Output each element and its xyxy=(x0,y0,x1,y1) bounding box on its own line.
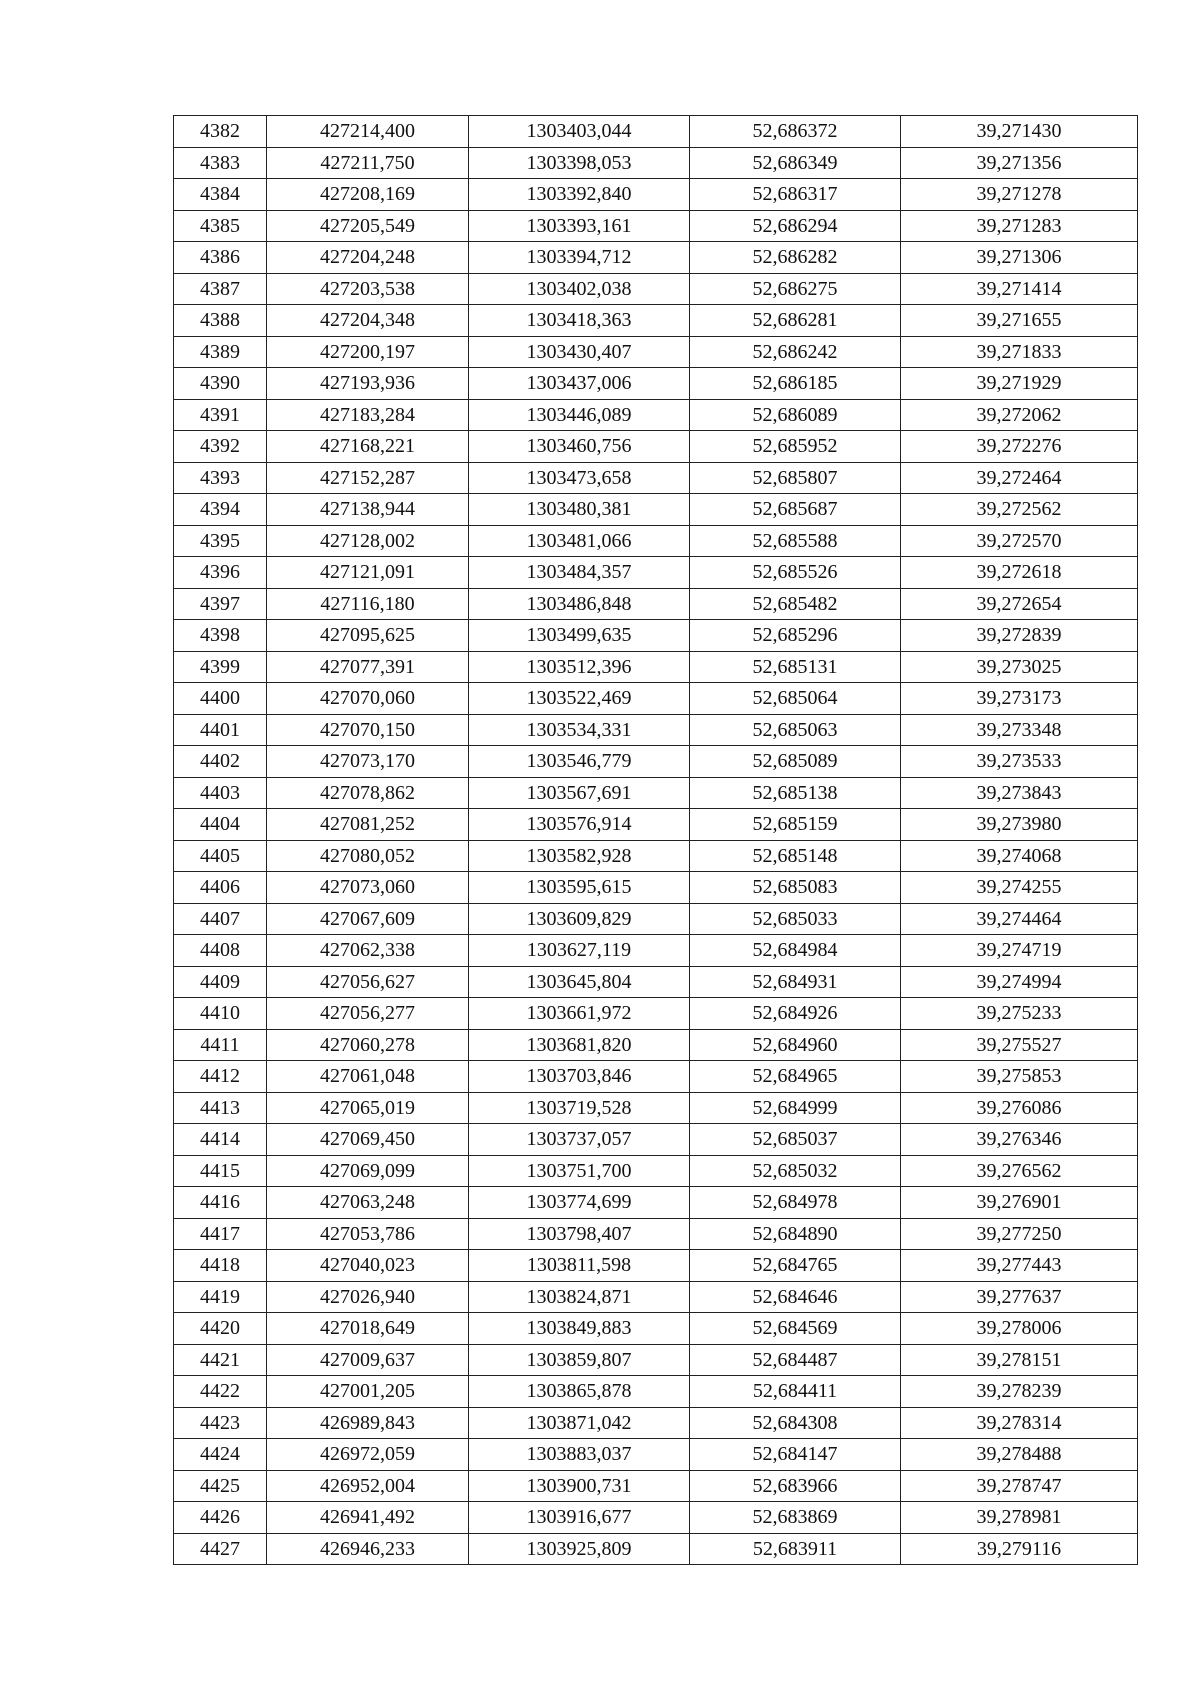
latitude-cell: 52,684960 xyxy=(690,1029,901,1061)
latitude-cell: 52,686294 xyxy=(690,210,901,242)
x-coordinate-cell: 427204,348 xyxy=(267,305,469,337)
y-coordinate-cell: 1303582,928 xyxy=(469,840,690,872)
longitude-cell: 39,273533 xyxy=(901,746,1138,778)
y-coordinate-cell: 1303719,528 xyxy=(469,1092,690,1124)
latitude-cell: 52,683911 xyxy=(690,1533,901,1565)
latitude-cell: 52,685083 xyxy=(690,872,901,904)
point-number-cell: 4408 xyxy=(174,935,267,967)
latitude-cell: 52,685064 xyxy=(690,683,901,715)
point-number-cell: 4401 xyxy=(174,714,267,746)
point-number-cell: 4409 xyxy=(174,966,267,998)
latitude-cell: 52,684765 xyxy=(690,1250,901,1282)
latitude-cell: 52,685033 xyxy=(690,903,901,935)
y-coordinate-cell: 1303486,848 xyxy=(469,588,690,620)
y-coordinate-cell: 1303627,119 xyxy=(469,935,690,967)
longitude-cell: 39,271414 xyxy=(901,273,1138,305)
table-row xyxy=(174,746,1138,778)
latitude-cell: 52,685296 xyxy=(690,620,901,652)
x-coordinate-cell: 427095,625 xyxy=(267,620,469,652)
y-coordinate-cell: 1303751,700 xyxy=(469,1155,690,1187)
latitude-cell: 52,685526 xyxy=(690,557,901,589)
latitude-cell: 52,684411 xyxy=(690,1376,901,1408)
latitude-cell: 52,683869 xyxy=(690,1502,901,1534)
longitude-cell: 39,275527 xyxy=(901,1029,1138,1061)
table-row xyxy=(174,588,1138,620)
point-number-cell: 4405 xyxy=(174,840,267,872)
x-coordinate-cell: 427078,862 xyxy=(267,777,469,809)
longitude-cell: 39,273980 xyxy=(901,809,1138,841)
longitude-cell: 39,277250 xyxy=(901,1218,1138,1250)
latitude-cell: 52,684984 xyxy=(690,935,901,967)
x-coordinate-cell: 427080,052 xyxy=(267,840,469,872)
point-number-cell: 4388 xyxy=(174,305,267,337)
y-coordinate-cell: 1303811,598 xyxy=(469,1250,690,1282)
y-coordinate-cell: 1303446,089 xyxy=(469,399,690,431)
latitude-cell: 52,684978 xyxy=(690,1187,901,1219)
x-coordinate-cell: 427056,627 xyxy=(267,966,469,998)
latitude-cell: 52,686349 xyxy=(690,147,901,179)
y-coordinate-cell: 1303499,635 xyxy=(469,620,690,652)
y-coordinate-cell: 1303393,161 xyxy=(469,210,690,242)
table-row xyxy=(174,966,1138,998)
table-row xyxy=(174,1407,1138,1439)
longitude-cell: 39,272570 xyxy=(901,525,1138,557)
table-row xyxy=(174,809,1138,841)
table-row xyxy=(174,683,1138,715)
y-coordinate-cell: 1303883,037 xyxy=(469,1439,690,1471)
point-number-cell: 4407 xyxy=(174,903,267,935)
x-coordinate-cell: 427069,450 xyxy=(267,1124,469,1156)
point-number-cell: 4425 xyxy=(174,1470,267,1502)
x-coordinate-cell: 427081,252 xyxy=(267,809,469,841)
longitude-cell: 39,273173 xyxy=(901,683,1138,715)
latitude-cell: 52,686282 xyxy=(690,242,901,274)
y-coordinate-cell: 1303900,731 xyxy=(469,1470,690,1502)
point-number-cell: 4410 xyxy=(174,998,267,1030)
y-coordinate-cell: 1303916,677 xyxy=(469,1502,690,1534)
table-row xyxy=(174,431,1138,463)
point-number-cell: 4406 xyxy=(174,872,267,904)
x-coordinate-cell: 427001,205 xyxy=(267,1376,469,1408)
x-coordinate-cell: 427009,637 xyxy=(267,1344,469,1376)
x-coordinate-cell: 427168,221 xyxy=(267,431,469,463)
table-row xyxy=(174,1029,1138,1061)
x-coordinate-cell: 427073,170 xyxy=(267,746,469,778)
x-coordinate-cell: 427204,248 xyxy=(267,242,469,274)
y-coordinate-cell: 1303473,658 xyxy=(469,462,690,494)
latitude-cell: 52,684646 xyxy=(690,1281,901,1313)
longitude-cell: 39,279116 xyxy=(901,1533,1138,1565)
latitude-cell: 52,683966 xyxy=(690,1470,901,1502)
y-coordinate-cell: 1303392,840 xyxy=(469,179,690,211)
longitude-cell: 39,272839 xyxy=(901,620,1138,652)
longitude-cell: 39,271430 xyxy=(901,116,1138,148)
table-row xyxy=(174,273,1138,305)
y-coordinate-cell: 1303437,006 xyxy=(469,368,690,400)
y-coordinate-cell: 1303481,066 xyxy=(469,525,690,557)
longitude-cell: 39,275853 xyxy=(901,1061,1138,1093)
longitude-cell: 39,271278 xyxy=(901,179,1138,211)
longitude-cell: 39,272276 xyxy=(901,431,1138,463)
x-coordinate-cell: 427070,060 xyxy=(267,683,469,715)
x-coordinate-cell: 427203,538 xyxy=(267,273,469,305)
longitude-cell: 39,276901 xyxy=(901,1187,1138,1219)
longitude-cell: 39,272062 xyxy=(901,399,1138,431)
latitude-cell: 52,684965 xyxy=(690,1061,901,1093)
y-coordinate-cell: 1303512,396 xyxy=(469,651,690,683)
longitude-cell: 39,274255 xyxy=(901,872,1138,904)
latitude-cell: 52,685037 xyxy=(690,1124,901,1156)
table-row xyxy=(174,1124,1138,1156)
latitude-cell: 52,686185 xyxy=(690,368,901,400)
longitude-cell: 39,278981 xyxy=(901,1502,1138,1534)
longitude-cell: 39,278006 xyxy=(901,1313,1138,1345)
latitude-cell: 52,685131 xyxy=(690,651,901,683)
y-coordinate-cell: 1303418,363 xyxy=(469,305,690,337)
x-coordinate-cell: 427211,750 xyxy=(267,147,469,179)
table-row xyxy=(174,179,1138,211)
x-coordinate-cell: 427121,091 xyxy=(267,557,469,589)
point-number-cell: 4402 xyxy=(174,746,267,778)
point-number-cell: 4421 xyxy=(174,1344,267,1376)
latitude-cell: 52,685159 xyxy=(690,809,901,841)
table-row xyxy=(174,620,1138,652)
latitude-cell: 52,685588 xyxy=(690,525,901,557)
point-number-cell: 4393 xyxy=(174,462,267,494)
table-row xyxy=(174,1470,1138,1502)
table-row xyxy=(174,1533,1138,1565)
point-number-cell: 4390 xyxy=(174,368,267,400)
y-coordinate-cell: 1303567,691 xyxy=(469,777,690,809)
point-number-cell: 4411 xyxy=(174,1029,267,1061)
table-row xyxy=(174,147,1138,179)
x-coordinate-cell: 427061,048 xyxy=(267,1061,469,1093)
x-coordinate-cell: 427152,287 xyxy=(267,462,469,494)
table-row xyxy=(174,1250,1138,1282)
longitude-cell: 39,273025 xyxy=(901,651,1138,683)
latitude-cell: 52,685482 xyxy=(690,588,901,620)
point-number-cell: 4426 xyxy=(174,1502,267,1534)
y-coordinate-cell: 1303737,057 xyxy=(469,1124,690,1156)
x-coordinate-cell: 426952,004 xyxy=(267,1470,469,1502)
x-coordinate-cell: 427205,549 xyxy=(267,210,469,242)
table-row xyxy=(174,935,1138,967)
x-coordinate-cell: 427065,019 xyxy=(267,1092,469,1124)
table-row xyxy=(174,714,1138,746)
y-coordinate-cell: 1303460,756 xyxy=(469,431,690,463)
point-number-cell: 4392 xyxy=(174,431,267,463)
x-coordinate-cell: 427060,278 xyxy=(267,1029,469,1061)
y-coordinate-cell: 1303595,615 xyxy=(469,872,690,904)
point-number-cell: 4382 xyxy=(174,116,267,148)
y-coordinate-cell: 1303774,699 xyxy=(469,1187,690,1219)
longitude-cell: 39,271283 xyxy=(901,210,1138,242)
longitude-cell: 39,274994 xyxy=(901,966,1138,998)
y-coordinate-cell: 1303576,914 xyxy=(469,809,690,841)
latitude-cell: 52,684931 xyxy=(690,966,901,998)
coordinate-table xyxy=(173,115,1138,1565)
table-row xyxy=(174,903,1138,935)
y-coordinate-cell: 1303824,871 xyxy=(469,1281,690,1313)
table-row xyxy=(174,777,1138,809)
latitude-cell: 52,684147 xyxy=(690,1439,901,1471)
x-coordinate-cell: 427018,649 xyxy=(267,1313,469,1345)
longitude-cell: 39,278488 xyxy=(901,1439,1138,1471)
y-coordinate-cell: 1303798,407 xyxy=(469,1218,690,1250)
y-coordinate-cell: 1303859,807 xyxy=(469,1344,690,1376)
table-row xyxy=(174,336,1138,368)
longitude-cell: 39,274068 xyxy=(901,840,1138,872)
table-row xyxy=(174,1061,1138,1093)
x-coordinate-cell: 427200,197 xyxy=(267,336,469,368)
x-coordinate-cell: 427138,944 xyxy=(267,494,469,526)
point-number-cell: 4394 xyxy=(174,494,267,526)
y-coordinate-cell: 1303681,820 xyxy=(469,1029,690,1061)
y-coordinate-cell: 1303480,381 xyxy=(469,494,690,526)
x-coordinate-cell: 426946,233 xyxy=(267,1533,469,1565)
latitude-cell: 52,685089 xyxy=(690,746,901,778)
x-coordinate-cell: 427183,284 xyxy=(267,399,469,431)
table-row xyxy=(174,1313,1138,1345)
x-coordinate-cell: 427116,180 xyxy=(267,588,469,620)
point-number-cell: 4403 xyxy=(174,777,267,809)
y-coordinate-cell: 1303849,883 xyxy=(469,1313,690,1345)
y-coordinate-cell: 1303430,407 xyxy=(469,336,690,368)
point-number-cell: 4389 xyxy=(174,336,267,368)
latitude-cell: 52,684569 xyxy=(690,1313,901,1345)
longitude-cell: 39,271655 xyxy=(901,305,1138,337)
point-number-cell: 4427 xyxy=(174,1533,267,1565)
y-coordinate-cell: 1303661,972 xyxy=(469,998,690,1030)
y-coordinate-cell: 1303546,779 xyxy=(469,746,690,778)
point-number-cell: 4397 xyxy=(174,588,267,620)
y-coordinate-cell: 1303484,357 xyxy=(469,557,690,589)
point-number-cell: 4395 xyxy=(174,525,267,557)
table-row xyxy=(174,1344,1138,1376)
latitude-cell: 52,685032 xyxy=(690,1155,901,1187)
y-coordinate-cell: 1303703,846 xyxy=(469,1061,690,1093)
x-coordinate-cell: 427053,786 xyxy=(267,1218,469,1250)
longitude-cell: 39,271833 xyxy=(901,336,1138,368)
longitude-cell: 39,271356 xyxy=(901,147,1138,179)
x-coordinate-cell: 427214,400 xyxy=(267,116,469,148)
y-coordinate-cell: 1303394,712 xyxy=(469,242,690,274)
longitude-cell: 39,271306 xyxy=(901,242,1138,274)
longitude-cell: 39,278747 xyxy=(901,1470,1138,1502)
longitude-cell: 39,276086 xyxy=(901,1092,1138,1124)
y-coordinate-cell: 1303865,878 xyxy=(469,1376,690,1408)
point-number-cell: 4414 xyxy=(174,1124,267,1156)
point-number-cell: 4384 xyxy=(174,179,267,211)
point-number-cell: 4412 xyxy=(174,1061,267,1093)
latitude-cell: 52,684308 xyxy=(690,1407,901,1439)
longitude-cell: 39,278314 xyxy=(901,1407,1138,1439)
point-number-cell: 4404 xyxy=(174,809,267,841)
x-coordinate-cell: 427193,936 xyxy=(267,368,469,400)
x-coordinate-cell: 427069,099 xyxy=(267,1155,469,1187)
x-coordinate-cell: 427070,150 xyxy=(267,714,469,746)
point-number-cell: 4385 xyxy=(174,210,267,242)
x-coordinate-cell: 427077,391 xyxy=(267,651,469,683)
point-number-cell: 4398 xyxy=(174,620,267,652)
x-coordinate-cell: 427062,338 xyxy=(267,935,469,967)
point-number-cell: 4417 xyxy=(174,1218,267,1250)
longitude-cell: 39,276346 xyxy=(901,1124,1138,1156)
table-row xyxy=(174,1092,1138,1124)
point-number-cell: 4416 xyxy=(174,1187,267,1219)
table-row xyxy=(174,462,1138,494)
y-coordinate-cell: 1303402,038 xyxy=(469,273,690,305)
latitude-cell: 52,686242 xyxy=(690,336,901,368)
table-row xyxy=(174,1155,1138,1187)
latitude-cell: 52,685063 xyxy=(690,714,901,746)
table-row xyxy=(174,399,1138,431)
longitude-cell: 39,275233 xyxy=(901,998,1138,1030)
latitude-cell: 52,684999 xyxy=(690,1092,901,1124)
y-coordinate-cell: 1303609,829 xyxy=(469,903,690,935)
latitude-cell: 52,686317 xyxy=(690,179,901,211)
x-coordinate-cell: 427026,940 xyxy=(267,1281,469,1313)
table-row xyxy=(174,494,1138,526)
latitude-cell: 52,684926 xyxy=(690,998,901,1030)
longitude-cell: 39,277443 xyxy=(901,1250,1138,1282)
latitude-cell: 52,686275 xyxy=(690,273,901,305)
table-row xyxy=(174,210,1138,242)
table-row xyxy=(174,998,1138,1030)
latitude-cell: 52,685687 xyxy=(690,494,901,526)
x-coordinate-cell: 427073,060 xyxy=(267,872,469,904)
y-coordinate-cell: 1303398,053 xyxy=(469,147,690,179)
table-row xyxy=(174,1376,1138,1408)
latitude-cell: 52,686372 xyxy=(690,116,901,148)
point-number-cell: 4418 xyxy=(174,1250,267,1282)
point-number-cell: 4396 xyxy=(174,557,267,589)
latitude-cell: 52,684890 xyxy=(690,1218,901,1250)
longitude-cell: 39,272562 xyxy=(901,494,1138,526)
y-coordinate-cell: 1303403,044 xyxy=(469,116,690,148)
coordinate-table-body xyxy=(174,116,1138,1565)
table-row xyxy=(174,840,1138,872)
table-row xyxy=(174,1281,1138,1313)
table-row xyxy=(174,368,1138,400)
table-row xyxy=(174,1502,1138,1534)
longitude-cell: 39,271929 xyxy=(901,368,1138,400)
x-coordinate-cell: 426989,843 xyxy=(267,1407,469,1439)
point-number-cell: 4399 xyxy=(174,651,267,683)
point-number-cell: 4423 xyxy=(174,1407,267,1439)
table-row xyxy=(174,872,1138,904)
point-number-cell: 4391 xyxy=(174,399,267,431)
latitude-cell: 52,686089 xyxy=(690,399,901,431)
latitude-cell: 52,685807 xyxy=(690,462,901,494)
longitude-cell: 39,278239 xyxy=(901,1376,1138,1408)
x-coordinate-cell: 427040,023 xyxy=(267,1250,469,1282)
x-coordinate-cell: 426972,059 xyxy=(267,1439,469,1471)
table-row xyxy=(174,1187,1138,1219)
latitude-cell: 52,685138 xyxy=(690,777,901,809)
longitude-cell: 39,277637 xyxy=(901,1281,1138,1313)
point-number-cell: 4422 xyxy=(174,1376,267,1408)
x-coordinate-cell: 427208,169 xyxy=(267,179,469,211)
point-number-cell: 4420 xyxy=(174,1313,267,1345)
x-coordinate-cell: 427056,277 xyxy=(267,998,469,1030)
longitude-cell: 39,274464 xyxy=(901,903,1138,935)
table-row xyxy=(174,1439,1138,1471)
point-number-cell: 4383 xyxy=(174,147,267,179)
point-number-cell: 4413 xyxy=(174,1092,267,1124)
y-coordinate-cell: 1303534,331 xyxy=(469,714,690,746)
table-row xyxy=(174,242,1138,274)
point-number-cell: 4424 xyxy=(174,1439,267,1471)
y-coordinate-cell: 1303645,804 xyxy=(469,966,690,998)
x-coordinate-cell: 426941,492 xyxy=(267,1502,469,1534)
table-row xyxy=(174,116,1138,148)
latitude-cell: 52,685148 xyxy=(690,840,901,872)
longitude-cell: 39,276562 xyxy=(901,1155,1138,1187)
longitude-cell: 39,272654 xyxy=(901,588,1138,620)
longitude-cell: 39,273348 xyxy=(901,714,1138,746)
y-coordinate-cell: 1303871,042 xyxy=(469,1407,690,1439)
point-number-cell: 4415 xyxy=(174,1155,267,1187)
point-number-cell: 4386 xyxy=(174,242,267,274)
table-row xyxy=(174,525,1138,557)
longitude-cell: 39,272464 xyxy=(901,462,1138,494)
x-coordinate-cell: 427067,609 xyxy=(267,903,469,935)
table-row xyxy=(174,305,1138,337)
longitude-cell: 39,273843 xyxy=(901,777,1138,809)
y-coordinate-cell: 1303925,809 xyxy=(469,1533,690,1565)
longitude-cell: 39,274719 xyxy=(901,935,1138,967)
longitude-cell: 39,272618 xyxy=(901,557,1138,589)
latitude-cell: 52,685952 xyxy=(690,431,901,463)
y-coordinate-cell: 1303522,469 xyxy=(469,683,690,715)
x-coordinate-cell: 427128,002 xyxy=(267,525,469,557)
longitude-cell: 39,278151 xyxy=(901,1344,1138,1376)
latitude-cell: 52,686281 xyxy=(690,305,901,337)
point-number-cell: 4419 xyxy=(174,1281,267,1313)
table-row xyxy=(174,1218,1138,1250)
point-number-cell: 4387 xyxy=(174,273,267,305)
point-number-cell: 4400 xyxy=(174,683,267,715)
latitude-cell: 52,684487 xyxy=(690,1344,901,1376)
table-row xyxy=(174,651,1138,683)
x-coordinate-cell: 427063,248 xyxy=(267,1187,469,1219)
table-row xyxy=(174,557,1138,589)
